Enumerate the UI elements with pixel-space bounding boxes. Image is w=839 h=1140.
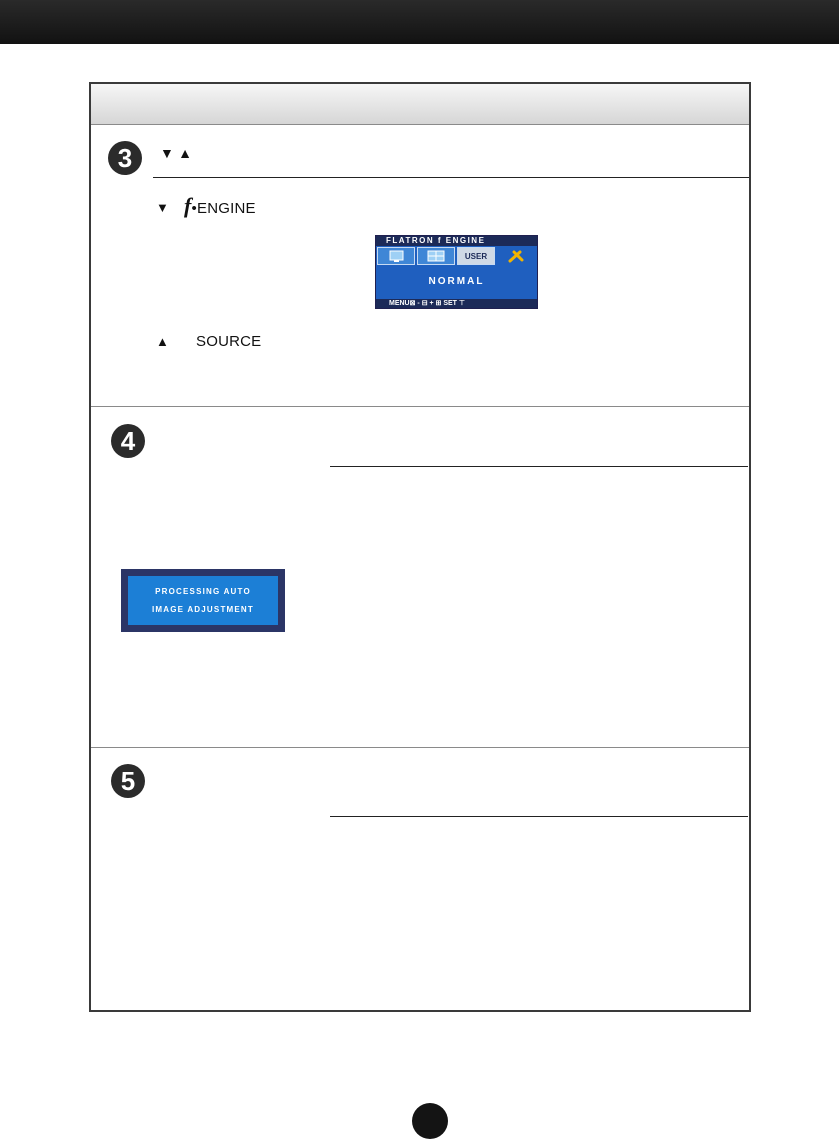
section-3-rule <box>153 177 749 178</box>
monitor-mode-icon <box>377 247 415 265</box>
source-label: SOURCE <box>196 333 262 350</box>
osd-auto-line-2: IMAGE ADJUSTMENT <box>151 605 255 614</box>
section-number-4: 4 <box>111 424 145 458</box>
page-number-badge <box>412 1103 448 1139</box>
tools-icon <box>508 249 526 268</box>
auto-adjust-osd <box>121 569 285 632</box>
osd-auto-line-1: PROCESSING AUTO <box>155 587 251 596</box>
section-4-rule <box>330 466 748 467</box>
text-mode-icon <box>417 247 455 265</box>
section-divider <box>91 406 749 407</box>
f-engine-logo: f <box>184 193 192 218</box>
osd-mode-value: NORMAL <box>428 276 485 287</box>
arrow-buttons-label: ▼ ▲ <box>160 145 193 161</box>
content-panel <box>89 82 751 1012</box>
section-5-rule <box>330 816 748 817</box>
section-divider <box>91 747 749 748</box>
section-number-5: 5 <box>111 764 145 798</box>
panel-header <box>91 84 749 125</box>
down-arrow-icon: ▼ <box>156 200 169 215</box>
osd-footer: MENU⊠ - ⊟ + ⊞ SET ⊤ <box>376 299 537 308</box>
fengine-osd <box>375 235 538 309</box>
fengine-label: f•ENGINE <box>184 193 256 218</box>
user-mode-tab: USER <box>457 247 495 265</box>
top-bar <box>0 0 839 44</box>
osd-title: FLATRON f ENGINE <box>376 236 537 246</box>
section-number-3: 3 <box>108 141 142 175</box>
up-arrow-icon: ▲ <box>156 334 169 349</box>
